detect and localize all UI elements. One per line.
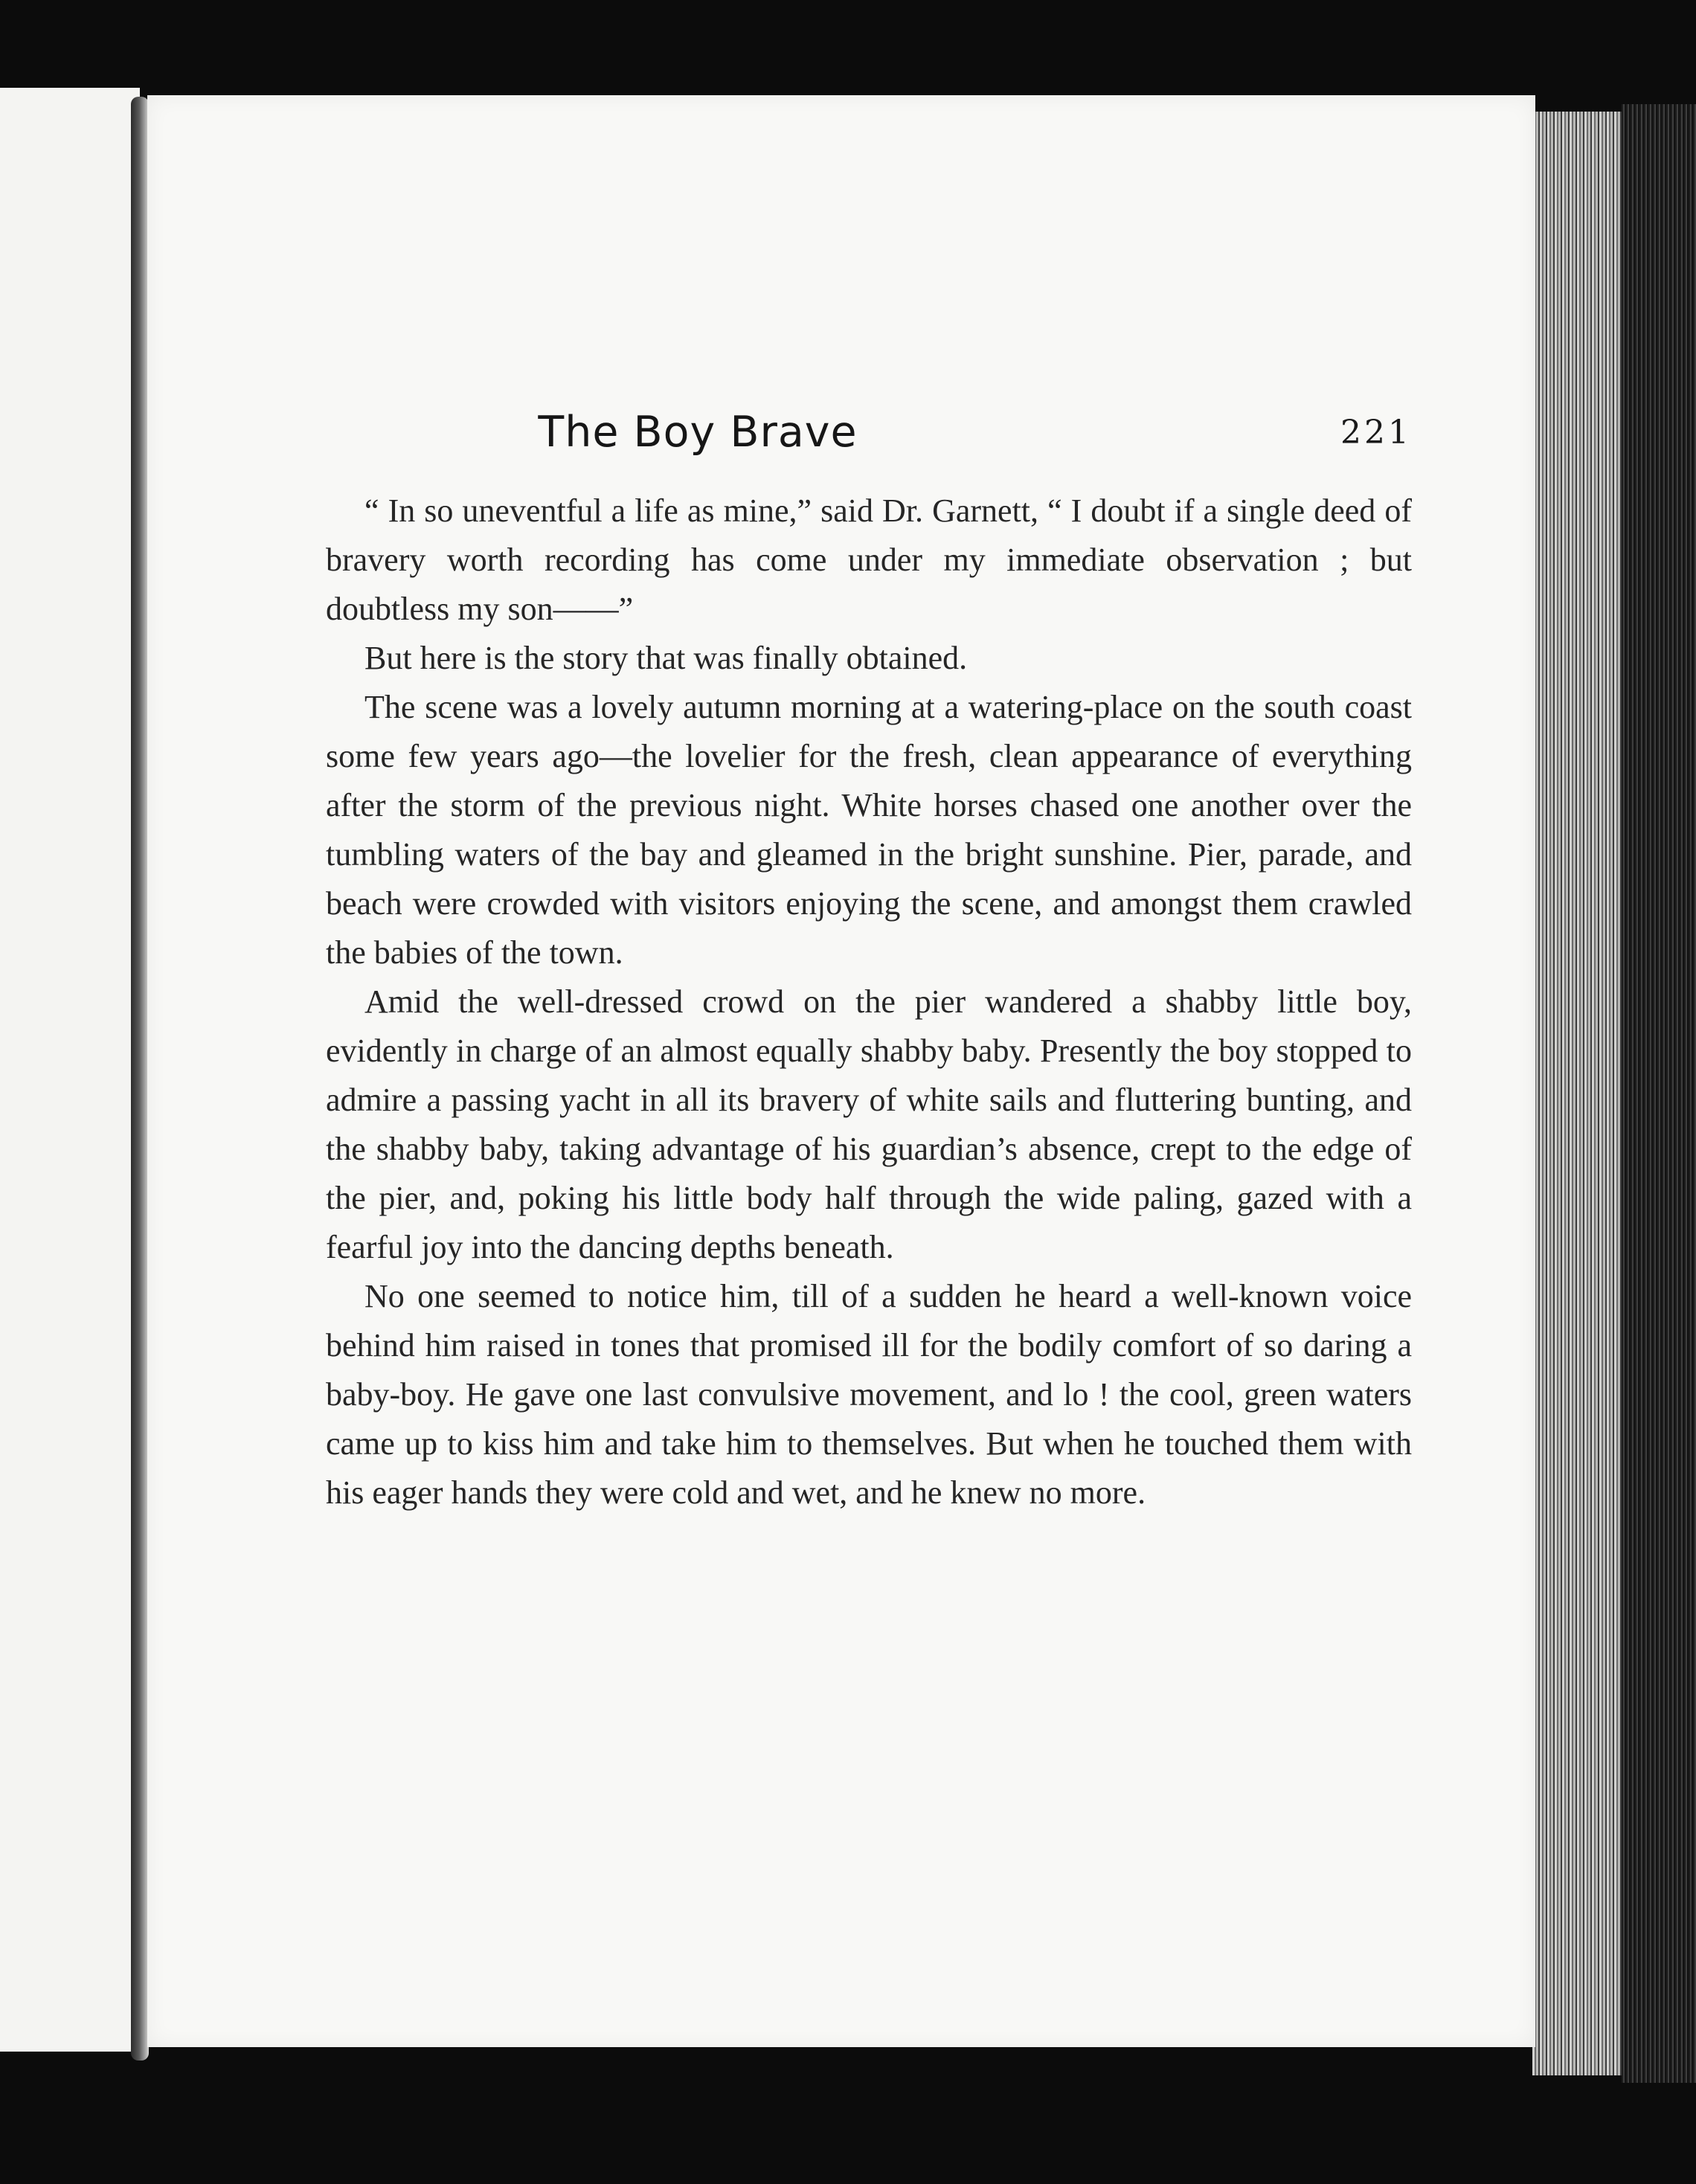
running-title: The Boy Brave	[538, 408, 858, 457]
page-number: 221	[1340, 414, 1412, 452]
page-header	[147, 399, 1535, 466]
book-gutter	[131, 97, 149, 2061]
paragraph: Amid the well-dressed crowd on the pier wandered a shabby little boy, evidently in charge of an almost equally shabby baby. Presently the boy stopped to admire a passing yacht in all its bravery of white sails and fluttering bunting, and the shabby baby, taking advantage of his guardian’s absence, crept to the edge of the pier, and, poking his little body half through the wide paling, gazed with a fearful joy into the dancing depths beneath.	[326, 983, 1412, 1265]
paragraph: But here is the story that was finally obtained.	[364, 640, 968, 676]
facing-page	[0, 88, 140, 2052]
paragraph: The scene was a lovely autumn morning at a watering-place on the south coast some few years ago—the lovelier for the fresh, clean appearance of everything after the storm of the previous night. White horses chased one another over the tumbling waters of the bay and gleamed in the bright sunshine. Pier, parade, and beach were crowded with visitors enjoying the scene, and amongst them crawled the babies of the town.	[326, 689, 1412, 971]
body-text	[326, 486, 1412, 1517]
book-cover-edge	[1622, 104, 1696, 2083]
paragraph: No one seemed to notice him, till of a sudden he heard a well-known voice behind him raised in tones that promised ill for the bodily comfort of so daring a baby-boy. He gave one last convulsive movement, and lo ! the cool, green waters came up to kiss him and take him to themselves. But when he touched them with his eager hands they were cold and wet, and he knew no more.	[326, 1278, 1412, 1511]
paragraph: “ In so uneventful a life as mine,” said Dr. Garnett, “ I doubt if a single deed of bravery worth recording has come under my immediate observation ; but doubtless my son——”	[326, 492, 1412, 627]
book-page	[147, 95, 1535, 2047]
